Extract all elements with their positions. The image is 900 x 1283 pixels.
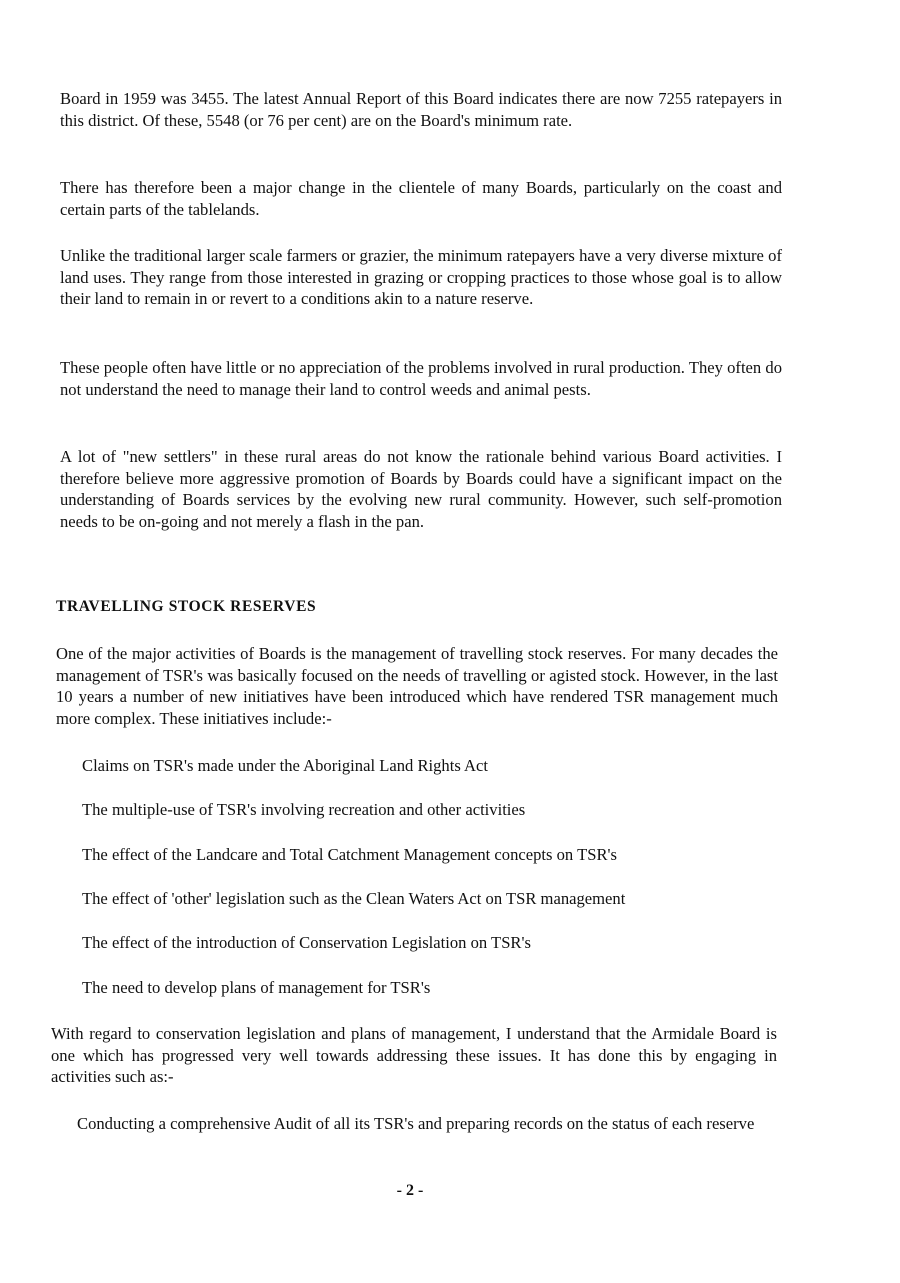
- list-item: Conducting a comprehensive Audit of all its TSR's and preparing records on the status of each reserve: [77, 1114, 755, 1133]
- paragraph-armidale: With regard to conservation legislation and plans of management, I understand that the Armidale Board is one which has progressed very well towards addressing these issues. It has done this by engaging in activities such as:-: [51, 1024, 777, 1086]
- paragraph-land-uses: Unlike the traditional larger scale farmers or grazier, the minimum ratepayers have a very diverse mixture of land uses. They range from those interested in grazing or cropping practices to those whose goal is to allow their land to remain in or revert to a conditions akin to a nature reserve.: [60, 246, 782, 308]
- list-item: The need to develop plans of management for TSR's: [82, 978, 431, 997]
- list-item: The multiple-use of TSR's involving recreation and other activities: [82, 800, 526, 819]
- paragraph-ratepayers: Board in 1959 was 3455. The latest Annual Report of this Board indicates there are now 7255 ratepayers in this district. Of these, 5548 (or 76 per cent) are on the Board's minimum rate.: [60, 89, 782, 130]
- section-heading: TRAVELLING STOCK RESERVES: [56, 598, 317, 615]
- page-number: - 2 -: [396, 1182, 424, 1199]
- paragraph-tsr-intro: One of the major activities of Boards is the management of travelling stock reserves. For many decades the management of TSR's was basically focused on the needs of travelling or agisted stock. However, in the last 10 years a number of new initiatives have been introduced which have rendered TSR management much more complex. These initiatives include:-: [56, 644, 778, 728]
- paragraph-new-settlers: A lot of "new settlers" in these rural areas do not know the rationale behind various Board activities. I therefore believe more aggressive promotion of Boards by Boards could have a significant impact on the understanding of Boards services by the evolving new rural community. However, such self-promotion needs to be on-going and not merely a flash in the pan.: [60, 447, 782, 531]
- list-item: The effect of the Landcare and Total Catchment Management concepts on TSR's: [82, 845, 617, 864]
- paragraph-appreciation: These people often have little or no appreciation of the problems involved in rural production. They often do not understand the need to manage their land to control weeds and animal pests.: [60, 358, 782, 399]
- list-item: The effect of the introduction of Conservation Legislation on TSR's: [82, 933, 531, 952]
- paragraph-clientele: There has therefore been a major change in the clientele of many Boards, particularly on the coast and certain parts of the tablelands.: [60, 178, 782, 219]
- list-item: The effect of 'other' legislation such as the Clean Waters Act on TSR management: [82, 889, 626, 908]
- list-item: Claims on TSR's made under the Aboriginal Land Rights Act: [82, 756, 488, 775]
